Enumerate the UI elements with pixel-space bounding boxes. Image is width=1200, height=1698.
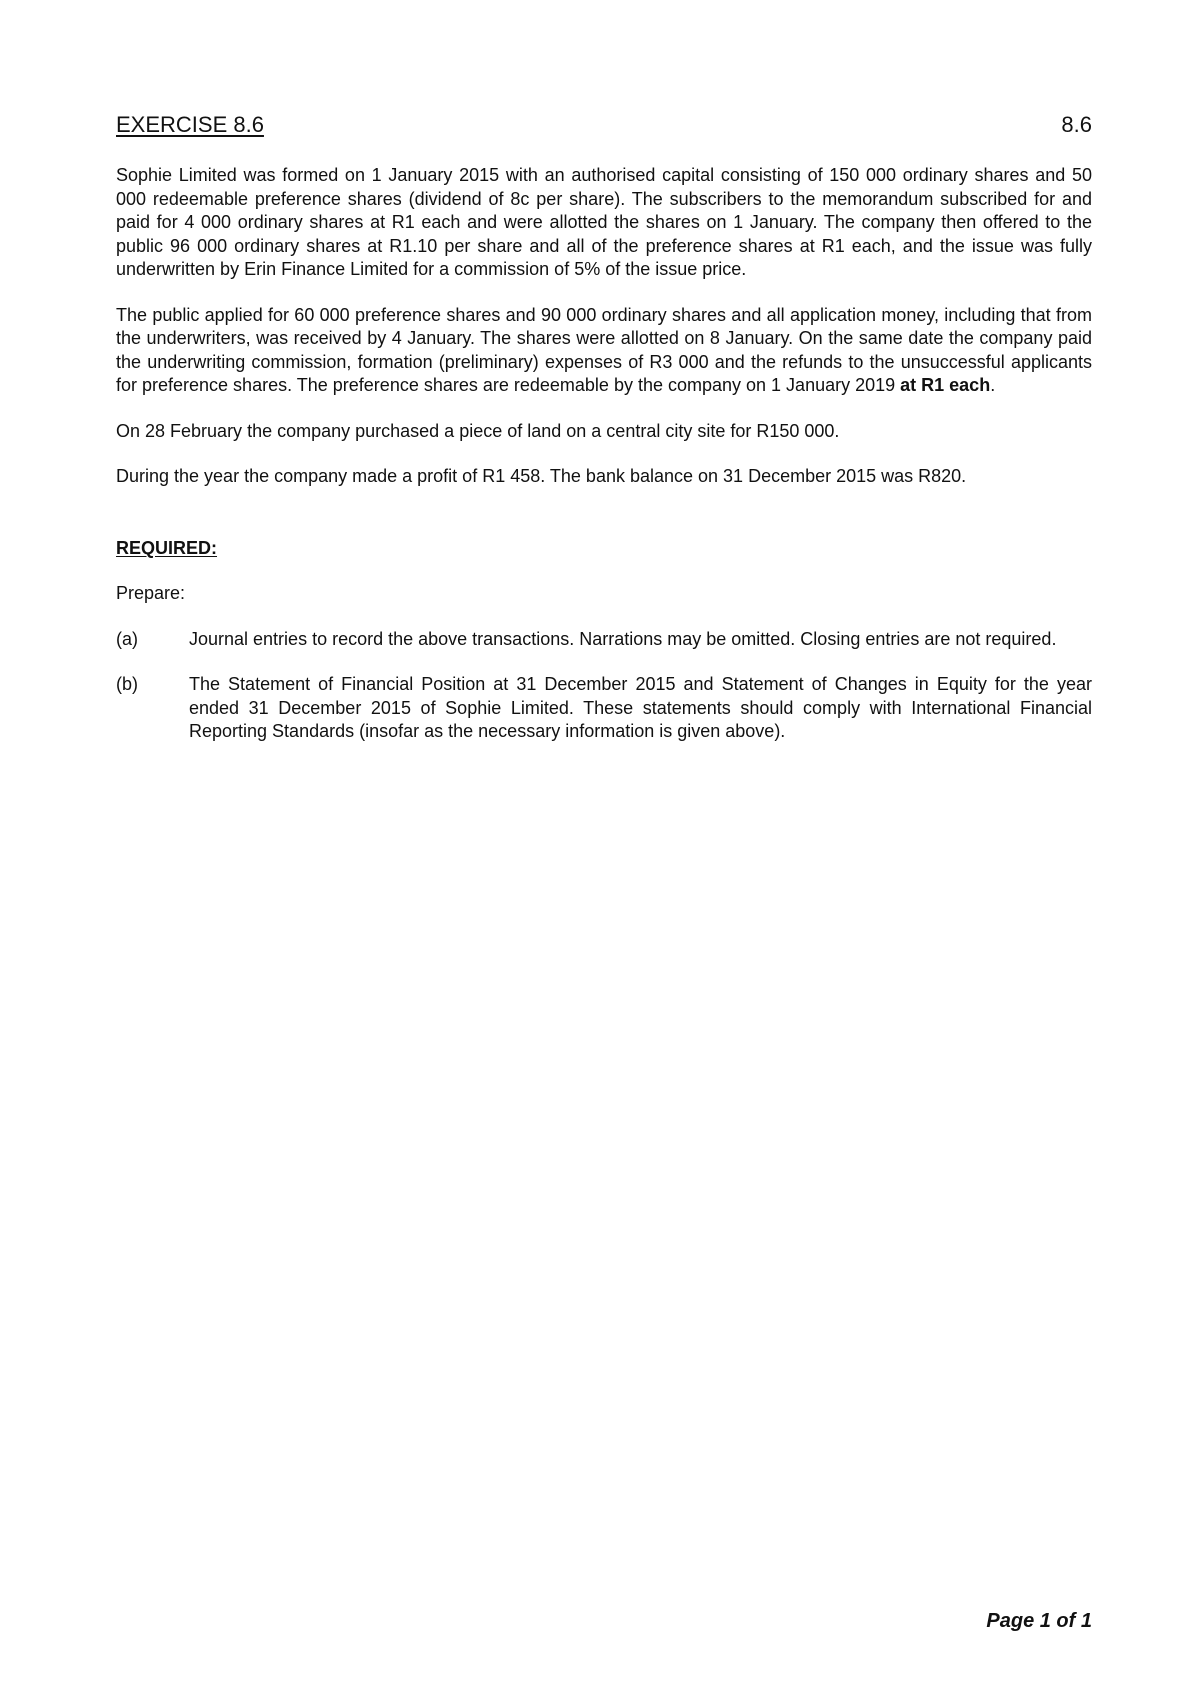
paragraph-application (116, 304, 1092, 398)
exercise-header (116, 112, 1092, 138)
paragraph-application-bold: at R1 each (900, 375, 991, 396)
paragraph-formation: Sophie Limited was formed on 1 January 2015 with an authorised capital consisting of 150 000 ordinary shares and 50 000 redeemable preference shares (dividend of 8c per share). The subscribers to the memorandum subscribed for and paid for 4 000 ordinary shares at R1 each and were allotted the shares on 1 January. The company then offered to the public 96 000 ordinary shares at R1.10 per share and all of the preference shares at R1 each, and the issue was fully underwritten by Erin Finance Limited for a commission of 5% of the issue price. (116, 165, 1092, 280)
paragraph-profit: During the year the company made a profit of R1 458. The bank balance on 31 December 2015 was R820. (116, 466, 967, 487)
document-content (116, 112, 1092, 766)
exercise-number: 8.6 (1061, 112, 1092, 137)
paragraph-land: On 28 February the company purchased a piece of land on a central city site for R150 000. (116, 420, 840, 441)
required-item-a-label: (a) (116, 628, 138, 649)
paragraph-application-end: . (990, 375, 996, 396)
prepare-label: Prepare: (116, 583, 186, 604)
exercise-title: EXERCISE 8.6 (116, 112, 264, 137)
required-item-a (116, 628, 1092, 652)
page-number: Page 1 of 1 (986, 1610, 1092, 1632)
required-item-b-text: The Statement of Financial Position at 31 December 2015 and Statement of Changes in Equity for the year ended 31 December 2015 of Sophie Limited. These statements should comply with International Financial Reporting Standards (insofar as the necessary information is given above). (189, 674, 1092, 742)
required-heading: REQUIRED: (116, 537, 218, 558)
required-item-a-text: Journal entries to record the above transactions. Narrations may be omitted. Closing entries are not required. (189, 628, 1057, 649)
required-item-b (116, 673, 1092, 744)
paragraph-application-text: The public applied for 60 000 preference shares and 90 000 ordinary shares and all application money, including that from the underwriters, was received by 4 January. The shares were allotted on 8 January. On the same date the company paid the underwriting commission, formation (preliminary) expenses of R3 000 and the refunds to the unsuccessful applicants for preference shares. The preference shares are redeemable by the company on 1 January 2019 (116, 304, 1092, 396)
required-item-b-label: (b) (116, 674, 138, 695)
